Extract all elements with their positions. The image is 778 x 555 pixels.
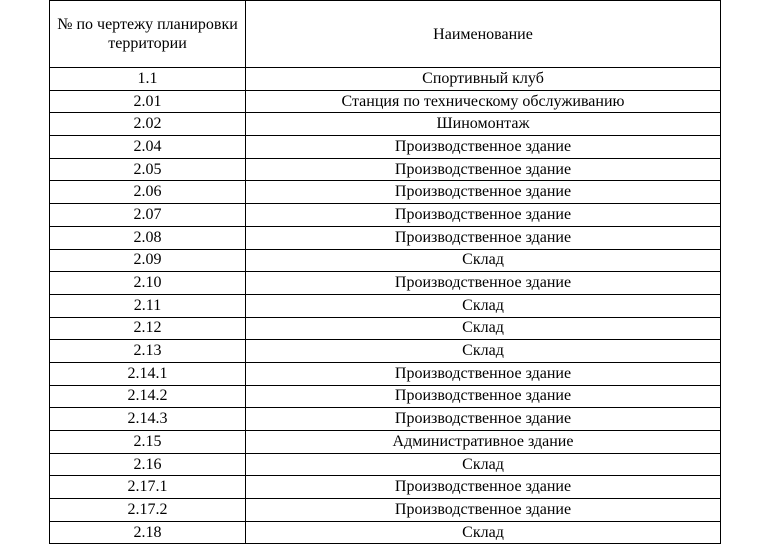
row-name-cell: Склад [246, 340, 721, 363]
row-number-cell: 2.02 [50, 113, 246, 136]
row-name-cell: Склад [246, 294, 721, 317]
table-row [50, 90, 721, 113]
row-number-cell: 2.15 [50, 431, 246, 454]
row-number-cell: 2.06 [50, 181, 246, 204]
table-header [50, 1, 721, 68]
row-name-cell: Производственное здание [246, 499, 721, 522]
row-number-cell: 2.14.2 [50, 385, 246, 408]
row-number-cell: 2.04 [50, 136, 246, 159]
row-number-cell: 2.14.3 [50, 408, 246, 431]
table-row [50, 476, 721, 499]
row-name-cell: Производственное здание [246, 226, 721, 249]
row-name-cell: Склад [246, 521, 721, 544]
row-number-cell: 2.05 [50, 158, 246, 181]
row-number-cell: 2.16 [50, 453, 246, 476]
table-row [50, 408, 721, 431]
table-row [50, 136, 721, 159]
table-row [50, 158, 721, 181]
row-name-cell: Спортивный клуб [246, 68, 721, 91]
table-row [50, 317, 721, 340]
row-number-cell: 2.08 [50, 226, 246, 249]
row-number-cell: 2.17.1 [50, 476, 246, 499]
header-row [50, 1, 721, 68]
header-name-column: Наименование [246, 1, 721, 68]
table-row [50, 249, 721, 272]
row-number-cell: 2.17.2 [50, 499, 246, 522]
row-number-cell: 2.18 [50, 521, 246, 544]
table-row [50, 340, 721, 363]
row-name-cell: Склад [246, 249, 721, 272]
table-row [50, 181, 721, 204]
row-number-cell: 2.12 [50, 317, 246, 340]
row-name-cell: Производственное здание [246, 204, 721, 227]
table-row [50, 499, 721, 522]
row-number-cell: 2.13 [50, 340, 246, 363]
row-name-cell: Производственное здание [246, 158, 721, 181]
row-name-cell: Производственное здание [246, 385, 721, 408]
table-row [50, 226, 721, 249]
territory-objects-table [49, 0, 721, 544]
table-row [50, 272, 721, 295]
table-row [50, 113, 721, 136]
row-name-cell: Производственное здание [246, 476, 721, 499]
table-row [50, 521, 721, 544]
row-number-cell: 2.14.1 [50, 362, 246, 385]
row-number-cell: 2.10 [50, 272, 246, 295]
row-name-cell: Шиномонтаж [246, 113, 721, 136]
row-name-cell: Склад [246, 317, 721, 340]
table-row [50, 385, 721, 408]
table-row [50, 294, 721, 317]
row-name-cell: Производственное здание [246, 136, 721, 159]
table-row [50, 68, 721, 91]
row-number-cell: 1.1 [50, 68, 246, 91]
row-name-cell: Административное здание [246, 431, 721, 454]
table-row [50, 431, 721, 454]
header-number-column: № по чертежу планировки территории [50, 1, 246, 68]
row-number-cell: 2.11 [50, 294, 246, 317]
row-number-cell: 2.07 [50, 204, 246, 227]
row-name-cell: Производственное здание [246, 181, 721, 204]
table-body [50, 68, 721, 544]
row-name-cell: Станция по техническому обслуживанию [246, 90, 721, 113]
row-name-cell: Производственное здание [246, 362, 721, 385]
row-name-cell: Производственное здание [246, 272, 721, 295]
row-number-cell: 2.01 [50, 90, 246, 113]
table-row [50, 362, 721, 385]
row-number-cell: 2.09 [50, 249, 246, 272]
table-row [50, 453, 721, 476]
row-name-cell: Производственное здание [246, 408, 721, 431]
row-name-cell: Склад [246, 453, 721, 476]
table-row [50, 204, 721, 227]
